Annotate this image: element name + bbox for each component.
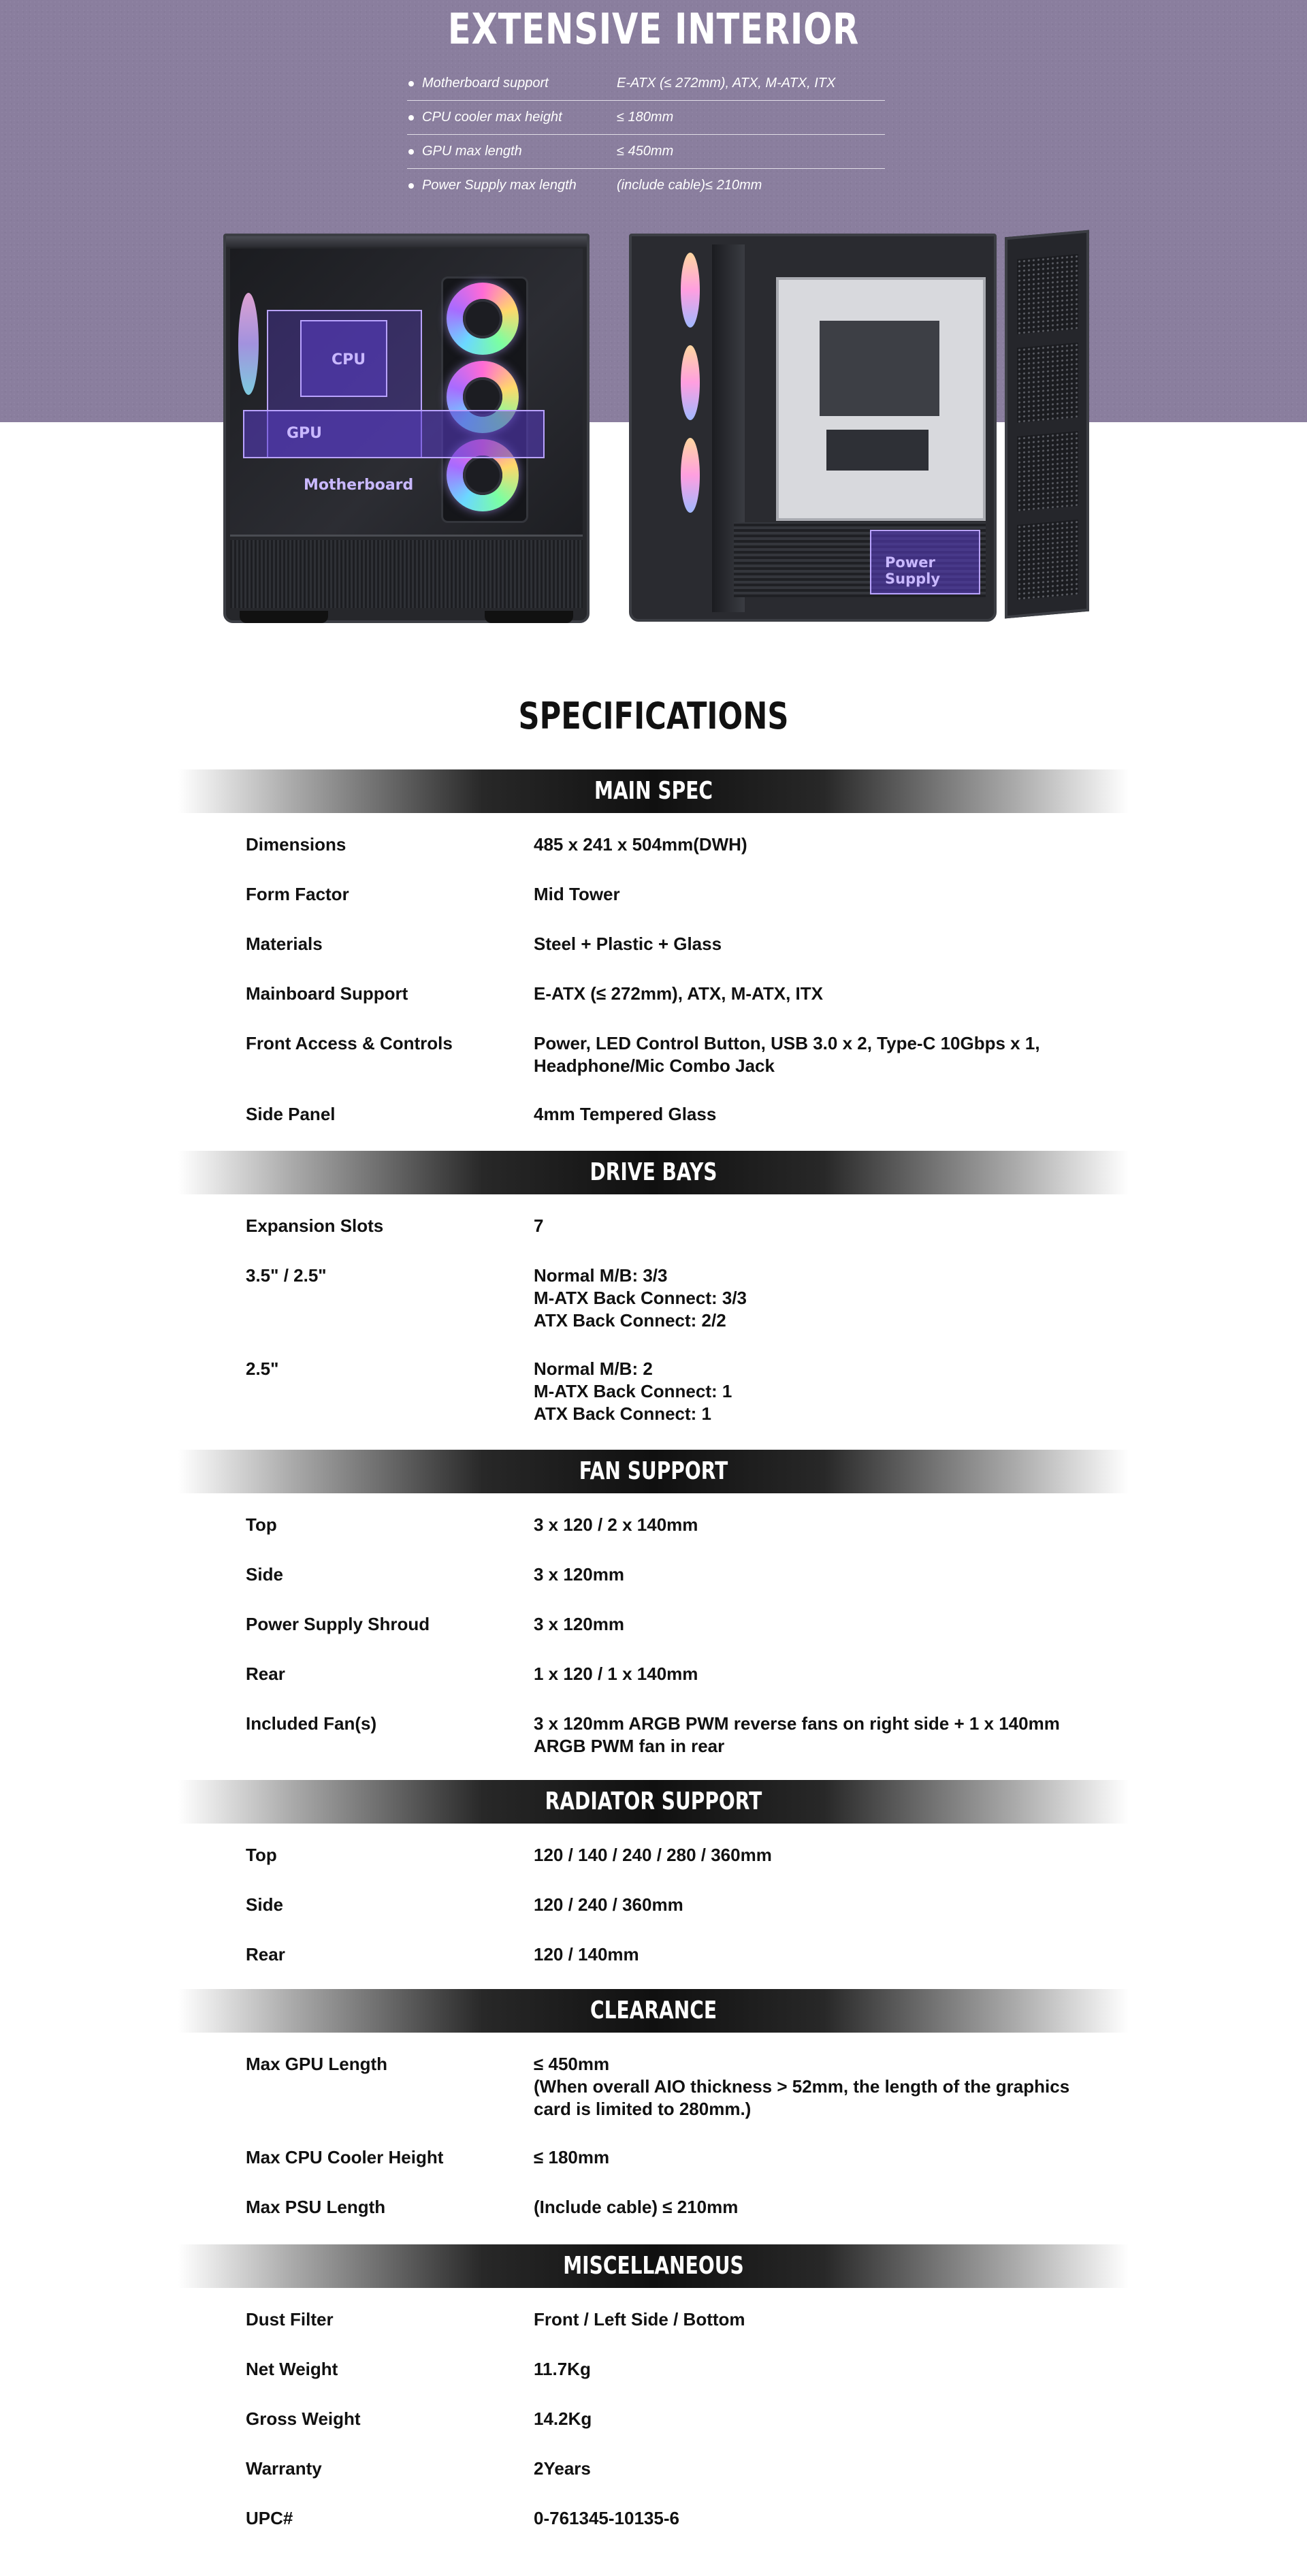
mesh-vent	[1017, 254, 1078, 334]
spec-value: Steel + Plastic + Glass	[534, 934, 722, 954]
spec-value: 14.2Kg	[534, 2408, 592, 2429]
interior-title: EXTENSIVE INTERIOR	[447, 4, 860, 54]
interior-spec-label: Motherboard support	[422, 76, 549, 91]
section-title: MISCELLANEOUS	[563, 2252, 744, 2280]
spec-row	[0, 863, 1307, 912]
spec-rows	[0, 2288, 1307, 2537]
section-title: FAN SUPPORT	[579, 1457, 728, 1485]
interior-spec-list	[407, 67, 885, 202]
spec-value: 1 x 120 / 1 x 140mm	[534, 1664, 698, 1684]
bullet-icon	[408, 149, 414, 155]
section-title: DRIVE BAYS	[590, 1158, 717, 1186]
spec-value: 3 x 120 / 2 x 140mm	[534, 1514, 698, 1535]
spec-row	[0, 1543, 1307, 1593]
spec-label: Max PSU Length	[246, 2197, 386, 2217]
spec-value: 120 / 240 / 360mm	[534, 1894, 683, 1915]
spec-row	[0, 2437, 1307, 2487]
case-bottom-vent	[230, 540, 583, 608]
spec-label: Materials	[246, 934, 323, 954]
spec-row	[0, 813, 1307, 863]
spec-value: Power, LED Control Button, USB 3.0 x 2, Type-C 10Gbps x 1, Headphone/Mic Combo Jack	[534, 1033, 1040, 1076]
case-top-panel	[226, 236, 587, 247]
spec-value: (Include cable) ≤ 210mm	[534, 2197, 739, 2217]
specifications-title: SPECIFICATIONS	[518, 695, 789, 737]
spec-row	[0, 912, 1307, 962]
spec-row	[0, 1593, 1307, 1642]
mesh-vent	[1017, 343, 1078, 423]
spec-rows	[0, 1824, 1307, 1973]
cpu-cutout	[820, 321, 939, 416]
spec-row	[0, 2288, 1307, 2338]
spec-value: 11.7Kg	[534, 2359, 591, 2379]
spec-row	[0, 1873, 1307, 1923]
bullet-icon	[408, 115, 414, 121]
argb-fan-icon	[447, 283, 519, 355]
cpu-area-overlay	[300, 320, 387, 397]
spec-rows	[0, 1493, 1307, 1763]
spec-label: Form Factor	[246, 884, 349, 904]
spec-value: 3 x 120mm	[534, 1564, 624, 1585]
section-header-band	[178, 2244, 1129, 2288]
case-side-panel	[1005, 230, 1089, 619]
spec-value: Front / Left Side / Bottom	[534, 2309, 745, 2329]
spec-label: Net Weight	[246, 2359, 338, 2379]
spec-label: Side Panel	[246, 1104, 336, 1124]
case-foot	[485, 611, 573, 623]
spec-value: E-ATX (≤ 272mm), ATX, M-ATX, ITX	[534, 983, 824, 1004]
power-supply-area-overlay	[870, 530, 980, 594]
spec-label: Warranty	[246, 2458, 322, 2479]
bullet-icon	[408, 81, 414, 86]
spec-row	[0, 1083, 1307, 1132]
case-foot	[240, 611, 328, 623]
spec-value: ≤ 450mm (When overall AIO thickness > 52mm, the length of the graphics card is limited to 280mm.)	[534, 2054, 1070, 2119]
section-header-band	[178, 1989, 1129, 2033]
spec-label: Top	[246, 1514, 277, 1535]
spec-label: 3.5" / 2.5"	[246, 1265, 327, 1286]
spec-row	[0, 1923, 1307, 1973]
case-rear-view-image	[629, 234, 1091, 623]
interior-spec-item	[407, 67, 885, 101]
spec-row	[0, 1824, 1307, 1873]
spec-value: 3 x 120mm	[534, 1614, 624, 1634]
spec-label: Dimensions	[246, 834, 346, 855]
cpu-overlay-label: CPU	[332, 351, 366, 368]
spec-label: Max GPU Length	[246, 2054, 388, 2074]
spec-label: Power Supply Shroud	[246, 1614, 430, 1634]
mesh-vent	[1017, 520, 1078, 600]
spec-row	[0, 1642, 1307, 1692]
power-supply-overlay-label: Power Supply	[885, 554, 941, 587]
interior-spec-value: E-ATX (≤ 272mm), ATX, M-ATX, ITX	[617, 76, 836, 91]
spec-row	[0, 2126, 1307, 2176]
mesh-vent	[1017, 431, 1078, 511]
section-header-band	[178, 1450, 1129, 1493]
section-title: RADIATOR SUPPORT	[545, 1787, 762, 1815]
front-fan-icon	[681, 438, 700, 513]
spec-row	[0, 1194, 1307, 1244]
section-header-band	[178, 769, 1129, 813]
spec-rows	[0, 1194, 1307, 1431]
spec-label: Rear	[246, 1944, 285, 1965]
section-title: MAIN SPEC	[594, 777, 713, 805]
spec-label: Side	[246, 1894, 283, 1915]
spec-value: 2Years	[534, 2458, 591, 2479]
gpu-overlay-label: GPU	[287, 425, 323, 442]
spec-label: Mainboard Support	[246, 983, 408, 1004]
spec-label: Rear	[246, 1664, 285, 1684]
spec-label: Max CPU Cooler Height	[246, 2147, 444, 2167]
interior-spec-value: ≤ 450mm	[617, 144, 674, 159]
spec-label: Gross Weight	[246, 2408, 361, 2429]
interior-spec-label: Power Supply max length	[422, 178, 577, 193]
spec-value: 3 x 120mm ARGB PWM reverse fans on right side + 1 x 140mm ARGB PWM fan in rear	[534, 1713, 1060, 1756]
spec-label: Dust Filter	[246, 2309, 334, 2329]
spec-value: 7	[534, 1215, 544, 1236]
interior-spec-value: ≤ 180mm	[617, 110, 674, 125]
spec-row	[0, 1493, 1307, 1543]
spec-value: Normal M/B: 3/3 M-ATX Back Connect: 3/3 ATX Back Connect: 2/2	[534, 1265, 747, 1331]
spec-label: Included Fan(s)	[246, 1713, 377, 1734]
spec-row	[0, 1244, 1307, 1337]
spec-label: Expansion Slots	[246, 1215, 384, 1236]
section-title: CLEARANCE	[590, 1997, 717, 2024]
spec-value: 485 x 241 x 504mm(DWH)	[534, 834, 747, 855]
spec-label: 2.5"	[246, 1358, 279, 1379]
interior-spec-label: GPU max length	[422, 144, 522, 159]
spec-row	[0, 1337, 1307, 1431]
controller-board	[826, 430, 929, 471]
motherboard-tray	[776, 277, 986, 521]
spec-rows	[0, 813, 1307, 1132]
spec-row	[0, 2338, 1307, 2387]
spec-value: Mid Tower	[534, 884, 620, 904]
spec-row	[0, 2033, 1307, 2126]
spec-label: UPC#	[246, 2508, 293, 2528]
spec-label: Side	[246, 1564, 283, 1585]
interior-spec-label: CPU cooler max height	[422, 110, 562, 125]
interior-spec-item	[407, 169, 885, 202]
spec-value: 0-761345-10135-6	[534, 2508, 679, 2528]
section-header-band	[178, 1151, 1129, 1194]
spec-rows	[0, 2033, 1307, 2225]
interior-spec-value: (include cable)≤ 210mm	[617, 178, 762, 193]
spec-label: Front Access & Controls	[246, 1033, 453, 1053]
spec-value: 120 / 140mm	[534, 1944, 639, 1965]
spec-value: Normal M/B: 2 M-ATX Back Connect: 1 ATX Back Connect: 1	[534, 1358, 732, 1424]
bullet-icon	[408, 183, 414, 189]
spec-row	[0, 1012, 1307, 1083]
interior-spec-item	[407, 101, 885, 135]
spec-row	[0, 2176, 1307, 2225]
spec-value: ≤ 180mm	[534, 2147, 610, 2167]
motherboard-overlay-label: Motherboard	[304, 477, 414, 494]
spec-row	[0, 2387, 1307, 2437]
front-fan-icon	[681, 253, 700, 328]
rear-fan-icon	[238, 293, 259, 395]
spec-value: 4mm Tempered Glass	[534, 1104, 717, 1124]
spec-value: 120 / 140 / 240 / 280 / 360mm	[534, 1845, 772, 1865]
spec-row	[0, 2487, 1307, 2537]
spec-label: Top	[246, 1845, 277, 1865]
interior-spec-item	[407, 135, 885, 169]
section-header-band	[178, 1780, 1129, 1824]
front-fan-icon	[681, 345, 700, 420]
spec-row	[0, 1692, 1307, 1763]
gpu-area-overlay	[243, 410, 545, 458]
spec-row	[0, 962, 1307, 1012]
